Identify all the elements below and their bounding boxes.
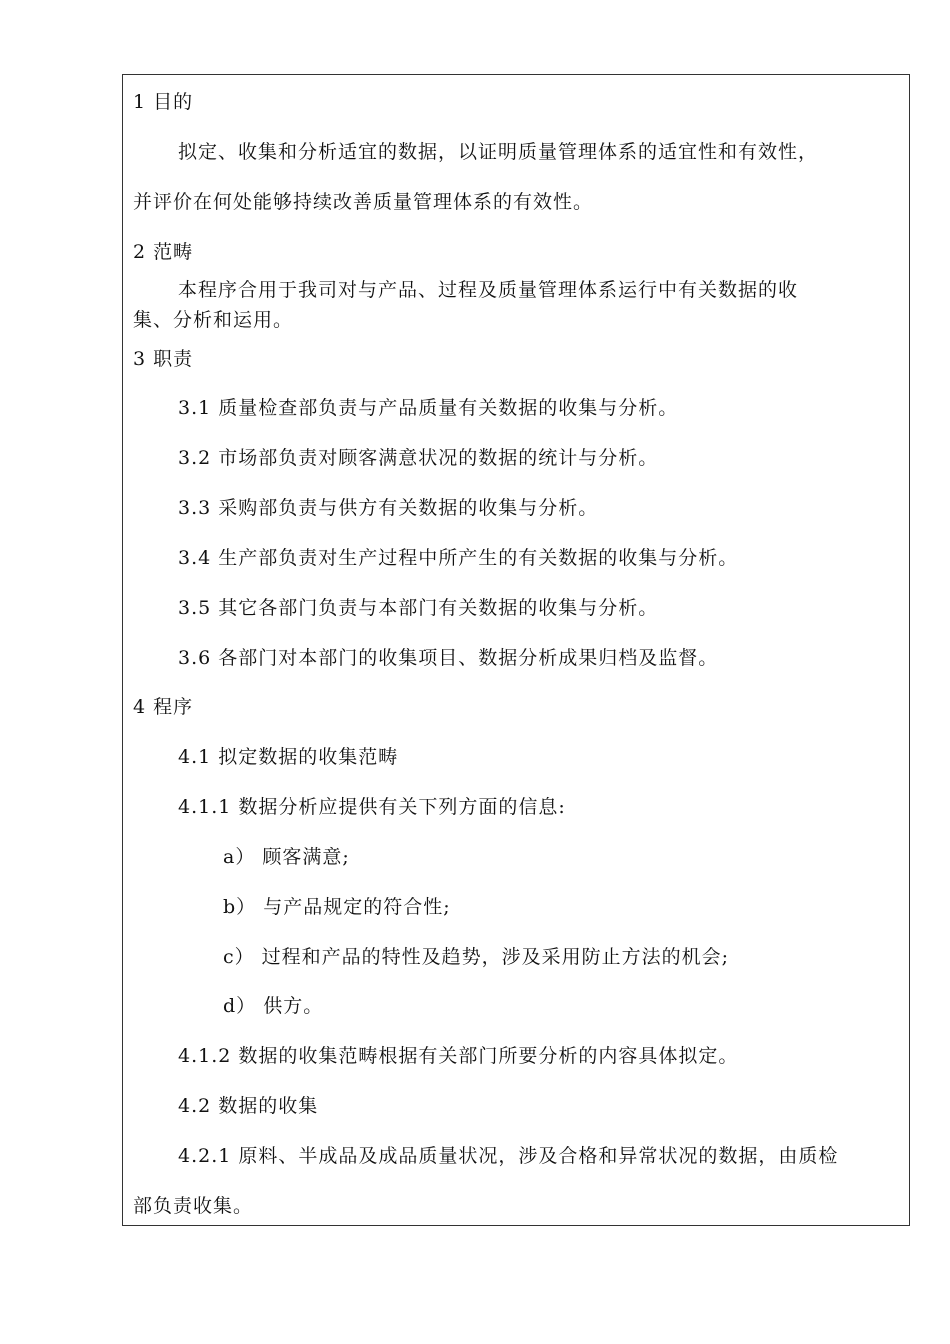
list-item: a） 顾客满意; <box>223 846 350 868</box>
section-heading-procedure: 4 程序 <box>133 696 194 718</box>
list-item: c） 过程和产品的特性及趋势，涉及采用防止方法的机会; <box>223 946 730 968</box>
purpose-text-line-1: 拟定、收集和分析适宜的数据，以证明质量管理体系的适宜性和有效性， <box>178 141 819 163</box>
document-frame <box>122 74 910 1226</box>
subsection-4-1-1: 4.1.1 数据分析应提供有关下列方面的信息: <box>178 796 566 818</box>
scope-text-line-1: 本程序合用于我司对与产品、过程及质量管理体系运行中有关数据的收 <box>178 279 799 301</box>
scope-text-line-2: 集、分析和运用。 <box>133 309 294 331</box>
section-heading-purpose: 1 目的 <box>133 91 194 113</box>
section-heading-scope: 2 范畴 <box>133 241 194 263</box>
list-item: b） 与产品规定的符合性; <box>223 896 451 918</box>
list-item: d） 供方。 <box>223 995 324 1017</box>
subsection-4-1: 4.1 拟定数据的收集范畴 <box>178 746 399 768</box>
duty-item: 3.1 质量检查部负责与产品质量有关数据的收集与分析。 <box>178 397 679 419</box>
duty-item: 3.5 其它各部门负责与本部门有关数据的收集与分析。 <box>178 597 659 619</box>
subsection-4-2-1-line-2: 部负责收集。 <box>133 1195 254 1217</box>
duty-item: 3.4 生产部负责对生产过程中所产生的有关数据的收集与分析。 <box>178 547 739 569</box>
subsection-4-2-1-line-1: 4.2.1 原料、半成品及成品质量状况，涉及合格和异常状况的数据，由质检 <box>178 1145 839 1167</box>
duty-item: 3.6 各部门对本部门的收集项目、数据分析成果归档及监督。 <box>178 647 719 669</box>
section-heading-duty: 3 职责 <box>133 348 194 370</box>
purpose-text-line-2: 并评价在何处能够持续改善质量管理体系的有效性。 <box>133 191 594 213</box>
duty-item: 3.3 采购部负责与供方有关数据的收集与分析。 <box>178 497 599 519</box>
subsection-4-2: 4.2 数据的收集 <box>178 1095 319 1117</box>
duty-item: 3.2 市场部负责对顾客满意状况的数据的统计与分析。 <box>178 447 659 469</box>
subsection-4-1-2: 4.1.2 数据的收集范畴根据有关部门所要分析的内容具体拟定。 <box>178 1045 739 1067</box>
